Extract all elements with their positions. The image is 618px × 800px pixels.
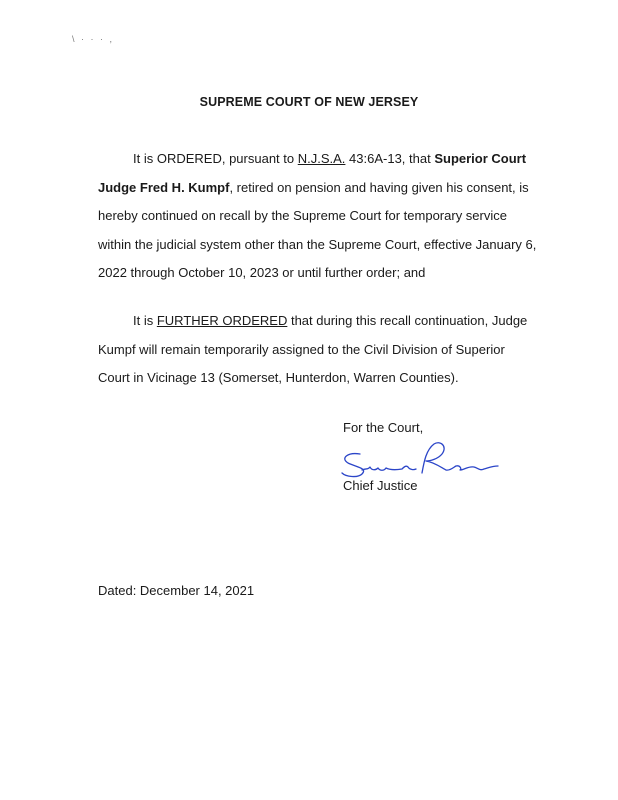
- order2-rest: that during this recall continuation, Judge Kumpf will remain temporarily assigned to the Civil Division of Superior Court in Vicinage 13 (Somerset, Hunterdon, Warren Counties).: [98, 313, 528, 385]
- document-title: SUPREME COURT OF NEW JERSEY: [199, 95, 419, 109]
- signer-title: Chief Justice: [343, 478, 418, 493]
- order2-emphasis: FURTHER ORDERED: [156, 313, 288, 328]
- statute-reference: N.J.S.A.: [297, 151, 346, 166]
- scan-mark: \ · · · ,: [72, 34, 114, 44]
- signature-stroke: [422, 443, 498, 473]
- for-the-court: For the Court,: [343, 420, 424, 435]
- order1-rest: , retired on pension and having given his consent, is hereby continued on recall by the Supreme Court for temporary service within the judicial system other than the Supreme Court, effective January 6, 2022 through October 10, 2023 or until further order; and: [98, 179, 537, 280]
- order-paragraph-1: [98, 145, 538, 288]
- judge-name: Superior Court Judge Fred H. Kumpf: [98, 151, 527, 195]
- order1-after-statute: 43:6A-13, that: [345, 151, 435, 166]
- signature-stroke: [342, 454, 416, 477]
- order1-intro: It is ORDERED, pursuant to: [133, 151, 298, 166]
- date-line: Dated: December 14, 2021: [98, 583, 255, 598]
- order-paragraph-2: [98, 307, 538, 393]
- order2-intro: It is: [133, 313, 157, 328]
